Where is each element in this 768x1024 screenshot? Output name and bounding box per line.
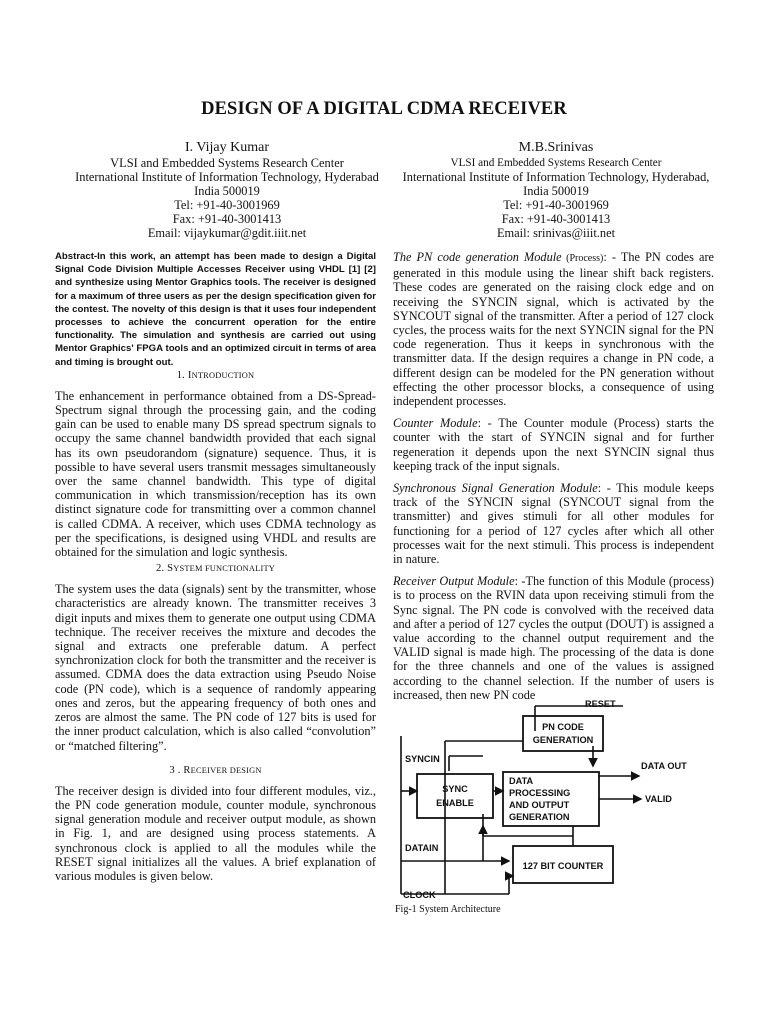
- author-institute: International Institute of Information Technology, Hyderabad,: [402, 170, 710, 184]
- author-name: M.B.Srinivas: [518, 140, 594, 155]
- reset-label: RESET: [585, 699, 616, 709]
- section-heading-receiver-design: 3 . RECEIVER DESIGN: [169, 764, 262, 776]
- system-architecture-diagram: [393, 696, 715, 908]
- pn-block-label: PN CODE: [542, 722, 584, 732]
- right-column: [393, 250, 714, 706]
- section-heading-system-functionality: 2. SYSTEM FUNCTIONALITY: [155, 563, 276, 575]
- module-paragraph-sync: Synchronous Signal Generation Module: - This module keeps track of the SYNCIN signal (SYNCOUT signal from the transmitter) and gives stimuli for all other modules for functioning for a period of 127 cycles after which all other processes wait for the next stimuli. This process is independent in nature.: [393, 481, 714, 567]
- module-paragraph-counter: Counter Module: - The Counter module (Process) starts the counter with the start of SYNCIN signal and for further regeneration it depends upon the next SYNCIN signal thus keeping track of the input signals.: [393, 416, 714, 473]
- author-block-2: [391, 139, 721, 240]
- clock-label: CLOCK: [403, 890, 436, 900]
- syncin-label: SYNCIN: [405, 754, 440, 764]
- system-functionality-text: The system uses the data (signals) sent by the transmitter, whose characteristics are already known. The transmitter receives 3 digit inputs and mixes them to generate one output using CDMA technique. The receiver receives the mixture and decodes the signal and extracts one preferable datum. A perfect synchronization clock for both the transmitter and the receiver is assumed. CDMA does the data extraction using Pseudo Noise code (PN code), which is a sequence of randomly appearing ones and zeros, but the appearing frequency of both ones and zeros are almost the same. The PN code of 127 bits is used for the inner product calculation, which is also called “convolution” or “matched filtering”.: [55, 582, 376, 753]
- module-paragraph-receiver-output: Receiver Output Module: -The function of this Module (process) is to process on the RVIN data upon receiving stimuli from the Sync signal. The PN code is convolved with the received data and after a period of 127 cycles the output (DOUT) is assigned a value according to the channel output requirement and the VALID signal is made high. The processing of the data is done for the three channels and one of the values is assigned according to the channel selection. If the number of users is increased, then new PN code: [393, 574, 714, 702]
- dp-block-label: PROCESSING: [509, 788, 571, 798]
- figure-caption: Fig-1 System Architecture: [395, 904, 501, 915]
- author-email: Email: srinivas@iiit.net: [496, 226, 616, 240]
- author-location: India 500019: [523, 184, 589, 198]
- left-column: [55, 250, 376, 887]
- datain-label: DATAIN: [405, 843, 439, 853]
- receiver-design-text: The receiver design is divided into four different modules, viz., the PN code generation module, counter module, synchronous signal generation module and receiver output module, as shown in Fig. 1, and are designed using process statements. A synchronous clock is applied to all the modules while the RESET signal initializes all the values. A brief explanation of various modules is given below.: [55, 783, 376, 883]
- dp-block-label: DATA: [509, 776, 534, 786]
- author-institute: International Institute of Information Technology, Hyderabad: [75, 170, 379, 184]
- data-out-label: DATA OUT: [641, 761, 687, 771]
- author-fax: Fax: +91-40-3001413: [172, 212, 282, 226]
- author-block-1: [50, 139, 404, 240]
- sync-block-label: SYNC: [442, 784, 468, 794]
- sync-block-label: ENABLE: [436, 798, 474, 808]
- author-affiliation: VLSI and Embedded Systems Research Center: [110, 156, 344, 170]
- introduction-text: The enhancement in performance obtained from a DS-Spread-Spectrum signal through the processing gain, and the coding gain can be used to enable many DS spread spectrum signals to occupy the same channel bandwidth provided that each signal has its own pseudorandom (signature) sequence. Thus, it is possible to have several users transmit messages simultaneously over the same channel bandwidth. This type of digital communication in which transmission/reception has its own distinct signature code for transmitting over a common channel is called CDMA. A receiver, which uses CDMA technology as per the specifications, is designed using VHDL and results are obtained for the simulation and logic synthesis.: [55, 388, 376, 560]
- author-location: India 500019: [194, 184, 260, 198]
- author-tel: Tel: +91-40-3001969: [174, 198, 280, 212]
- author-email: Email: vijaykumar@gdit.iiit.net: [147, 226, 307, 240]
- abstract: Abstract-In this work, an attempt has been made to design a Digital Signal Code Division Multiple Accesses Receiver using VHDL [1] [2] and synthesize using Mentor Graphics tools. The receiver is designed for a maximum of three users as per the design specification given for the contest. The novelty of this design is that it uses four independent processes to achieve the concurrent operation for the entire functionality. The simulation and synthesis are carried out using Mentor Graphics' FPGA tools and an optimized circuit in terms of area and timing is brought out.: [55, 251, 376, 368]
- dp-block-label: AND OUTPUT: [509, 800, 570, 810]
- dp-block-label: GENERATION: [509, 812, 570, 822]
- sync-enable-block: [417, 774, 493, 818]
- author-name: I. Vijay Kumar: [184, 140, 270, 155]
- author-fax: Fax: +91-40-3001413: [501, 212, 611, 226]
- valid-label: VALID: [645, 794, 672, 804]
- pn-block-label: GENERATION: [532, 735, 594, 745]
- section-heading-introduction: 1. INTRODUCTION: [176, 369, 255, 381]
- paper-title: DESIGN OF A DIGITAL CDMA RECEIVER: [201, 99, 567, 119]
- author-affiliation: VLSI and Embedded Systems Research Center: [450, 157, 662, 169]
- author-tel: Tel: +91-40-3001969: [503, 198, 609, 212]
- counter-block-label: 127 BIT COUNTER: [522, 861, 604, 871]
- module-paragraph-pn: The PN code generation Module (Process): - The PN codes are generated in this module using the linear shift back registers. These codes are generated on the raising clock edge and on receiving the SYNCIN signal, which is activated by the SYNCOUT signal of the transmitter. After a period of 127 clock cycles, the process waits for the next SYNCIN signal for the PN code regeneration. Thus it keeps in synchronous with the transmitter data. If the design requires a change in PN code, a different design can be modeled for the PN generation without effecting the other processor blocks, a consequence of using independent processes.: [393, 250, 714, 409]
